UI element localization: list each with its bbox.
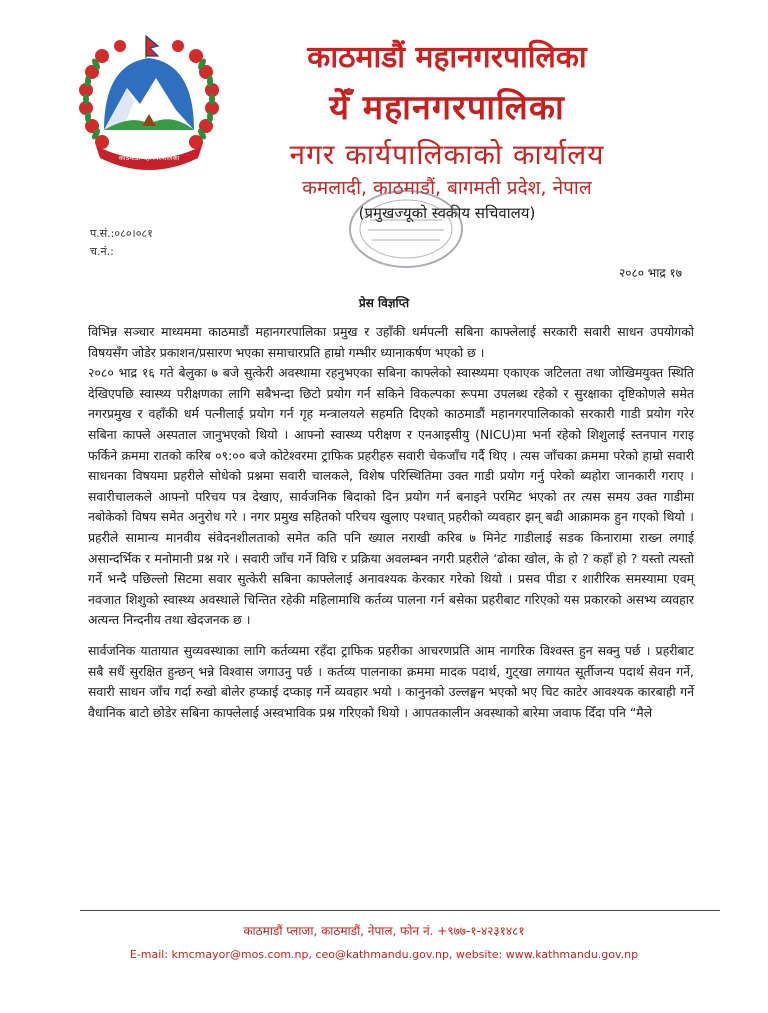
footer-divider xyxy=(80,910,720,911)
secretariat-name: (प्रमुखज्यूको स्वकीय सचिवालय) xyxy=(358,204,536,222)
footer-address: काठमाडौं प्लाजा, काठमाडौं, नेपाल, फोन नं. +९७७-१-४२३१४८१ xyxy=(243,924,525,938)
letter-dispatch-number: च.नं.: xyxy=(90,245,114,258)
logo-caption: काठमाडौं महानगरपालिका xyxy=(118,154,180,162)
paragraph: विभिन्न सञ्चार माध्यममा काठमाडौं महानगरपालिका प्रमुख र उहाँकी धर्मपत्नी सबिना काफ्लेलाई सरकारी सवारी साधन उपयोगको विषयसँग जोडेर प्रकाशन/प्रसारण भएका समाचारप्रति हाम्रो गम्भीर ध्यानाकर्षण भएको छ । xyxy=(88,324,694,360)
office-seal-stamp-icon xyxy=(344,186,468,272)
office-name: नगर कार्यपालिकाको कार्यालय xyxy=(289,138,605,171)
organization-stylized-title: येँ महानगरपालिका xyxy=(329,88,565,128)
document-date: २०८० भाद्र १७ xyxy=(619,266,682,280)
document-heading: प्रेस विज्ञप्ति xyxy=(358,296,410,310)
kathmandu-metropolitan-emblem-icon xyxy=(72,34,226,176)
footer-contact: E-mail: kmcmayor@mos.com.np, ceo@kathmandu.gov.np, website: www.kathmandu.gov.np xyxy=(129,948,639,961)
office-address: कमलादी, काठमाडौं, बागमती प्रदेश, नेपाल xyxy=(302,177,592,199)
paragraph: सार्वजनिक यातायात सुव्यवस्थाका लागि कर्तव्यमा रहँदा ट्राफिक प्रहरीका आचरणप्रति आम नागरिक विश्वस्त हुन सक्नु पर्छ । प्रहरीबाट सबै सधैं सुरक्षित हुन्छन् भन्ने विश्वास जगाउनु पर्छ । कर्तव्य पालनाका क्रममा मादक पदार्थ, गुट्खा लगायत सूर्तीजन्य पदार्थ सेवन गर्ने, सवारी साधन जाँच गर्दा रुखो बोलेर हप्काई दप्काइ गर्ने व्यवहार भयो । कानुनको उल्लङ्घन भएको भए चिट काटेर आवश्यक कारबाही गर्ने वैधानिक बाटो छोडेर सबिना काफ्लेलाई अस्वभाविक प्रश्न गरिएको थियो । आपतकालीन अवस्थाको बारेमा जवाफ दिँदा पनि “मैले xyxy=(88,642,694,720)
press-release-body xyxy=(88,322,694,723)
organization-title: काठमाडौं महानगरपालिका xyxy=(307,40,587,75)
letter-reference-number: प.सं.:०८०।०८१ xyxy=(90,227,153,240)
paragraph: २०८० भाद्र १६ गते बेलुका ७ बजे सुत्केरी अवस्थामा रहनुभएका सबिना काफ्लेको स्वास्थ्यमा एकाएक जटिलता तथा जोखिमयुक्त स्थिति देखिएपछि स्वास्थ्य परीक्षणका लागि सबैभन्दा छिटो प्रयोग गर्न सकिने विकल्पका रूपमा उपलब्ध रहेको र सुरक्षाका दृष्टिकोणले समेत नगरप्रमुख र वहाँकी धर्म पत्नीलाई प्रयोग गर्न गृह मन्त्रालयले सहमति दिएको काठमाडौं महानगरपालिकाको सरकारी गाडी प्रयोग गरेर सबिना काफ्ले अस्पताल जानुभएको थियो । आफ्नो स्वास्थ्य परीक्षण र एनआइसीयु (NICU)मा भर्ना रहेको शिशुलाई स्तनपान गराइ फर्किने क्रममा रातको करिब ०९:०० बजे कोटेश्वरमा ट्राफिक प्रहरीहरु सवारी चेकजाँच गर्दै थिए । त्यस जाँचका क्रममा परेको हाम्रो सवारी साधनका विषयमा प्रहरीले सोधेको प्रश्नमा सवारी चालकले, विशेष परिस्थितिमा उक्त गाडी प्रयोग गर्नु परेको ब्यहोरा जानकारी गराए । सवारीचालकले आफ्नो परिचय पत्र देखाए, सार्वजनिक बिदाको दिन प्रयोग गर्न बनाइने परमिट भएको तर त्यस समय उक्त गाडीमा नबोकेको विषय समेत अनुरोध गरे । नगर प्रमुख सहितको परिचय खुलाए पश्चात् प्रहरीको व्यवहार झन् बढी आक्रामक हुन गएको थियो । प्रहरीले सामान्य मानवीय संवेदनशीलताको समेत कति पनि ख्याल नराखी करिब ७ मिनेट गाडीलाई सडक किनारामा राख्न लगाई असान्दर्भिक र मनोमानी प्रश्न गरे । सवारी जाँच गर्ने विधि र प्रक्रिया अवलम्बन नगरी प्रहरीले ‘ढोका खोल, के हो ? कहाँ हो ? यस्तो त्यस्तो गर्ने भन्दै पछिल्लो सिटमा सवार सुत्केरी सबिना काफ्लेलाई अनावश्यक केरकार गरेको थियो । प्रसव पीडा र शारीरिक समस्यामा एवम् नवजात शिशुको स्वास्थ्य अवस्थाले चिन्तित रहेकी महिलामाथि कर्तव्य पालना गर्न बसेका प्रहरीबाट गरिएको यस प्रकारको असभ्य व्यवहार अत्यन्त निन्दनीय तथा खेदजनक छ । xyxy=(88,365,694,628)
